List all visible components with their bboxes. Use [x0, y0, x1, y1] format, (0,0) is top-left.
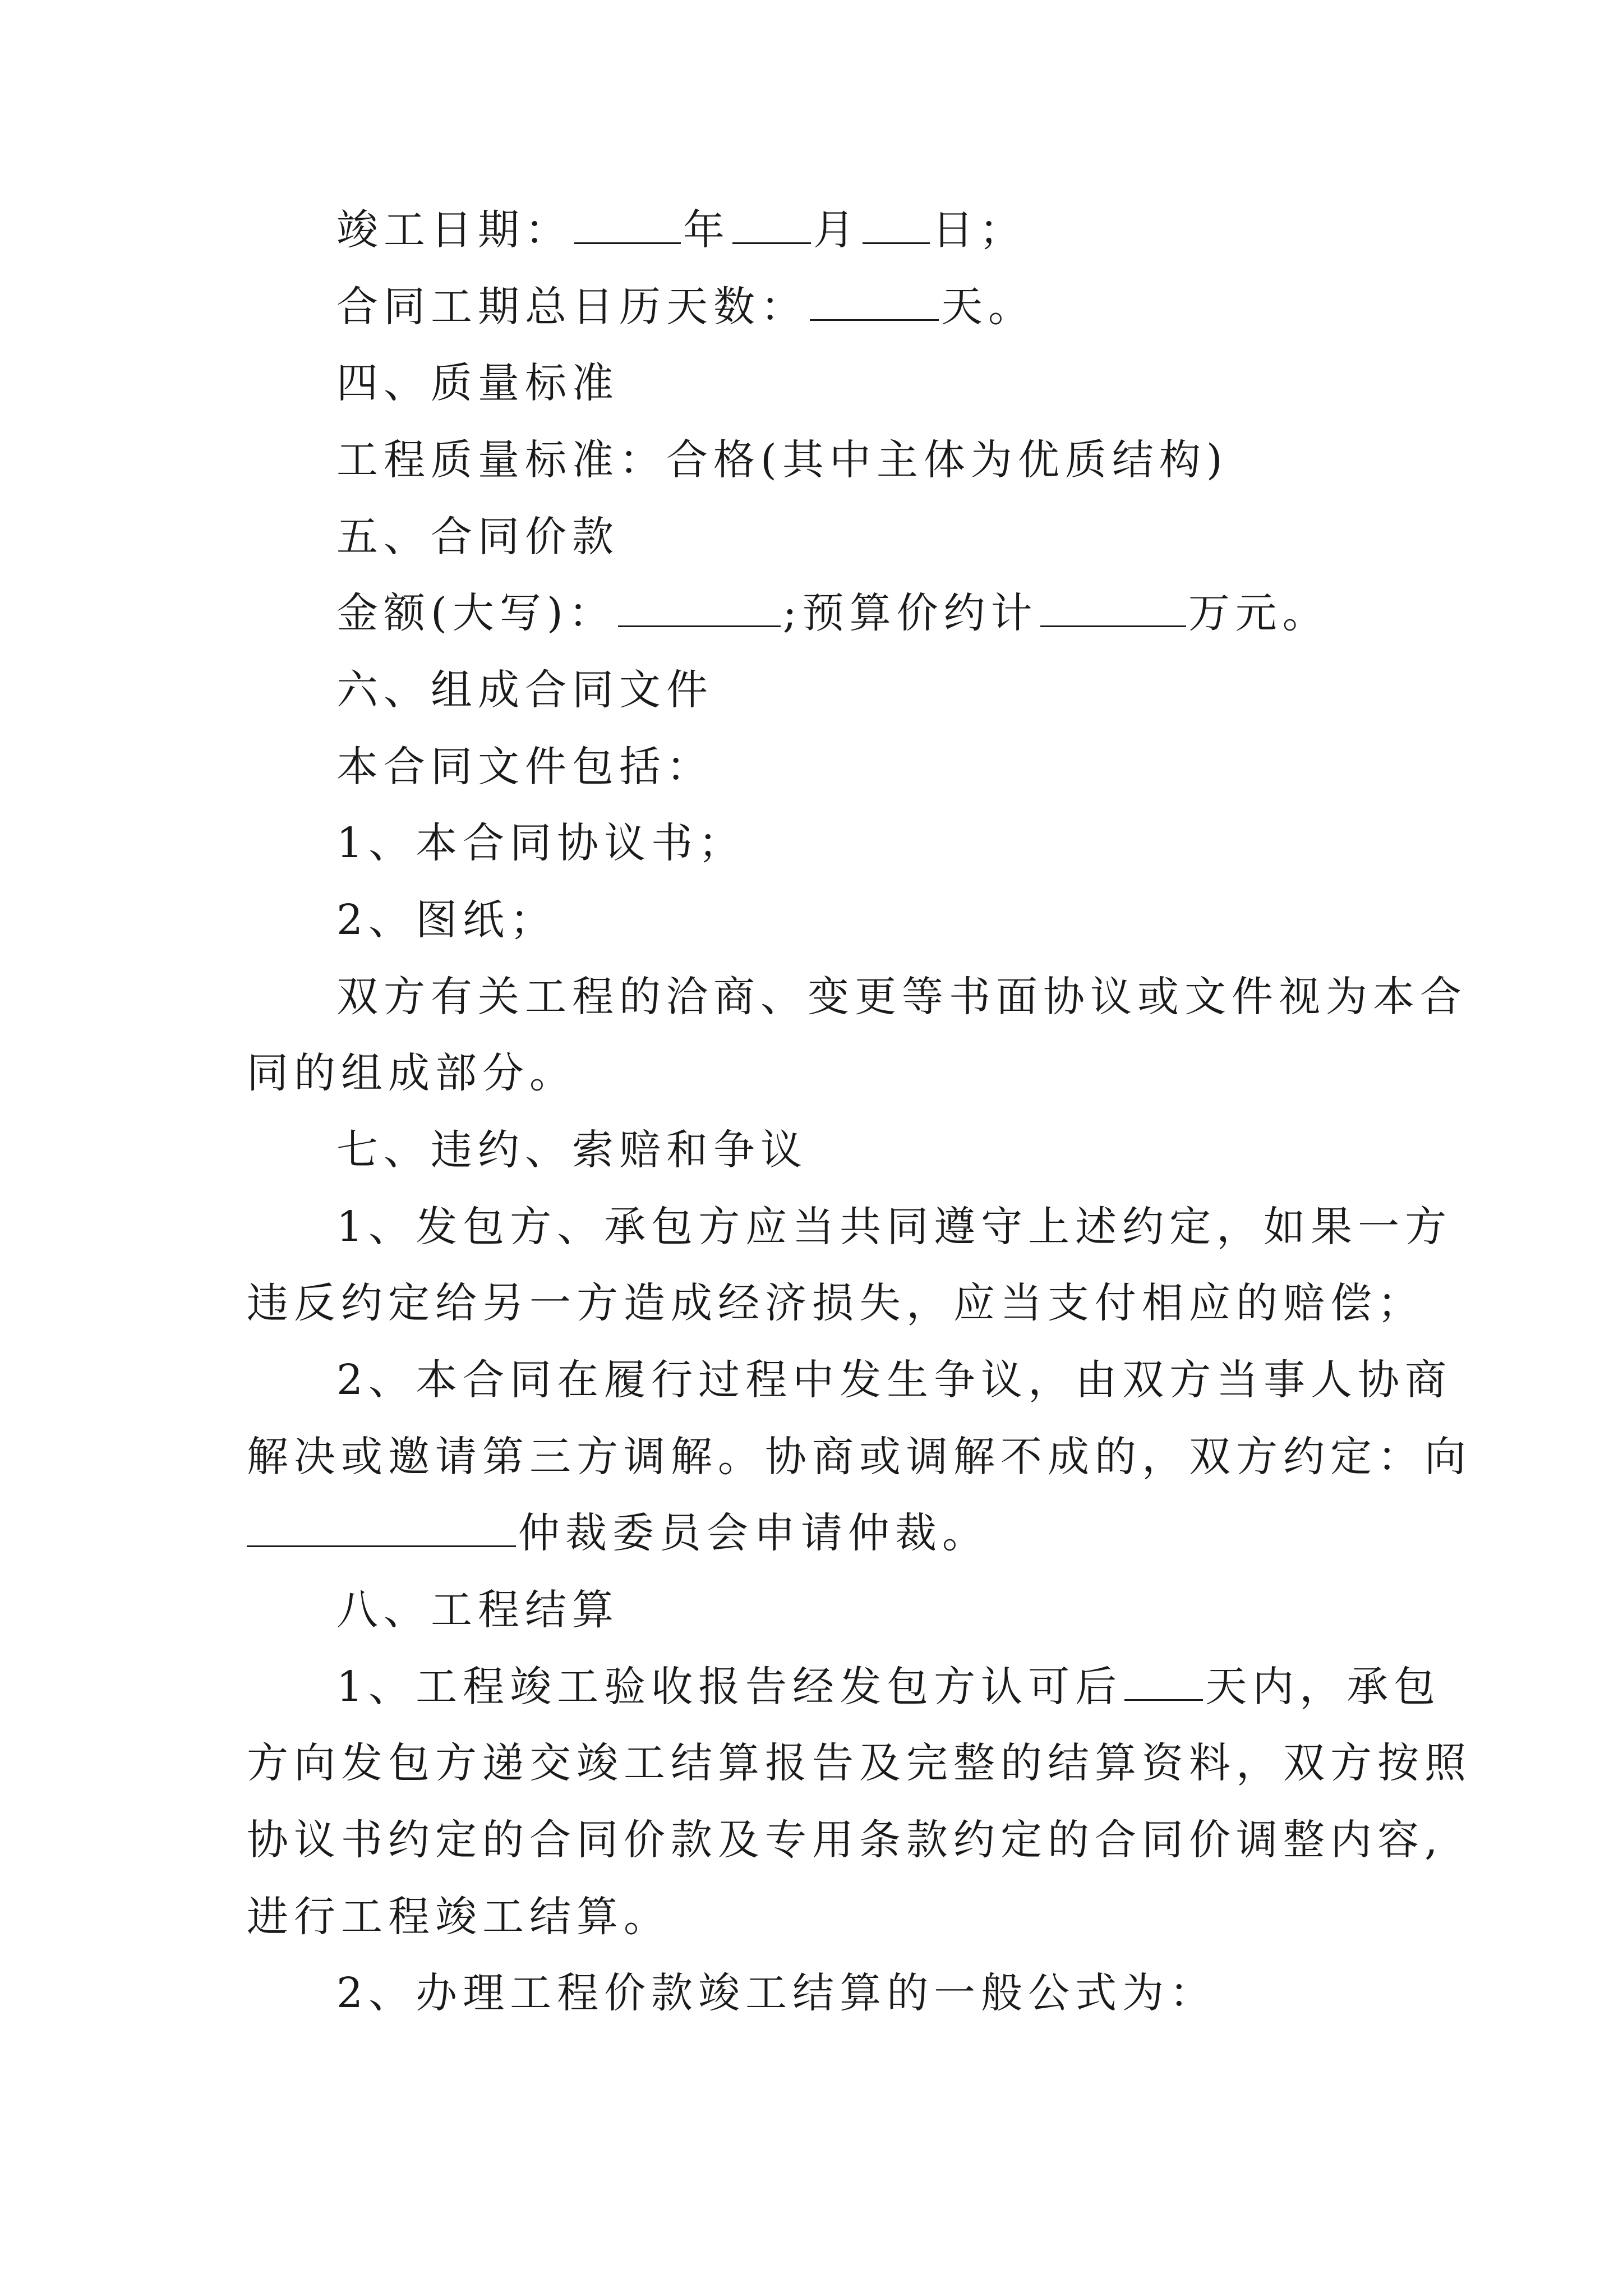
year-blank	[574, 202, 681, 244]
docs-note-line-2: 同的组成部分。	[247, 1049, 577, 1097]
settle-1-line-2: 方向发包方递交竣工结算报告及完整的结算资料，双方按照	[247, 1739, 1472, 1787]
amount-unit: 万元。	[1188, 589, 1330, 637]
amount-blank	[618, 585, 781, 627]
settle-1-line-4: 进行工程竣工结算。	[247, 1893, 671, 1941]
total-days-label: 合同工期总日历天数：	[336, 283, 808, 331]
settle-1-line-3: 协议书约定的合同价款及专用条款约定的合同价调整内容,	[247, 1816, 1444, 1864]
settle-1-tail: 天内，承包	[1205, 1663, 1441, 1711]
day-blank	[863, 202, 930, 244]
month-blank	[732, 202, 811, 244]
settle-days-blank	[1124, 1659, 1203, 1701]
docs-intro: 本合同文件包括：	[336, 743, 713, 791]
quality-standard: 工程质量标准：合格(其中主体为优质结构)	[336, 436, 1228, 484]
amount-line	[336, 585, 1330, 641]
settle-2: 2、办理工程价款竣工结算的一般公式为：	[336, 1969, 1217, 2017]
breach-2-line-1: 2、本合同在履行过程中发生争议，由双方当事人协商	[336, 1356, 1453, 1404]
section-7-title: 七、违约、索赔和争议	[336, 1126, 808, 1174]
budget-label: ;预算价约计	[782, 589, 1038, 637]
section-6-title: 六、组成合同文件	[336, 666, 713, 714]
completion-date-line	[336, 202, 1026, 258]
section-4-title: 四、质量标准	[336, 359, 619, 407]
doc-item-2: 2、图纸；	[336, 896, 557, 944]
breach-2-line-2: 解决或邀请第三方调解。协商或调解不成的，双方约定：向	[247, 1433, 1472, 1481]
budget-blank	[1040, 585, 1186, 627]
completion-date-label: 竣工日期：	[336, 206, 572, 254]
settle-1-head: 1、工程竣工验收报告经发包方认可后	[336, 1663, 1123, 1711]
section-8-title: 八、工程结算	[336, 1586, 619, 1634]
days-unit: 天。	[941, 283, 1035, 331]
arbitration-text: 仲裁委员会申请仲裁。	[518, 1509, 989, 1557]
amount-label: 金额(大写)：	[336, 589, 616, 637]
total-days-line	[336, 279, 1035, 335]
arbitration-blank	[247, 1505, 516, 1547]
days-blank	[810, 279, 939, 321]
breach-2-line-3	[247, 1505, 989, 1561]
docs-note-line-1: 双方有关工程的洽商、变更等书面协议或文件视为本合	[336, 973, 1467, 1021]
doc-item-1: 1、本合同协议书；	[336, 819, 746, 867]
breach-1-line-1: 1、发包方、承包方应当共同遵守上述约定，如果一方	[336, 1203, 1453, 1251]
day-label: 日；	[932, 206, 1026, 254]
breach-1-line-2: 违反约定给另一方造成经济损失，应当支付相应的赔偿；	[247, 1279, 1424, 1327]
month-label: 月	[813, 206, 860, 254]
settle-1-line-1	[336, 1659, 1441, 1715]
section-5-title: 五、合同价款	[336, 513, 619, 561]
year-label: 年	[683, 206, 730, 254]
